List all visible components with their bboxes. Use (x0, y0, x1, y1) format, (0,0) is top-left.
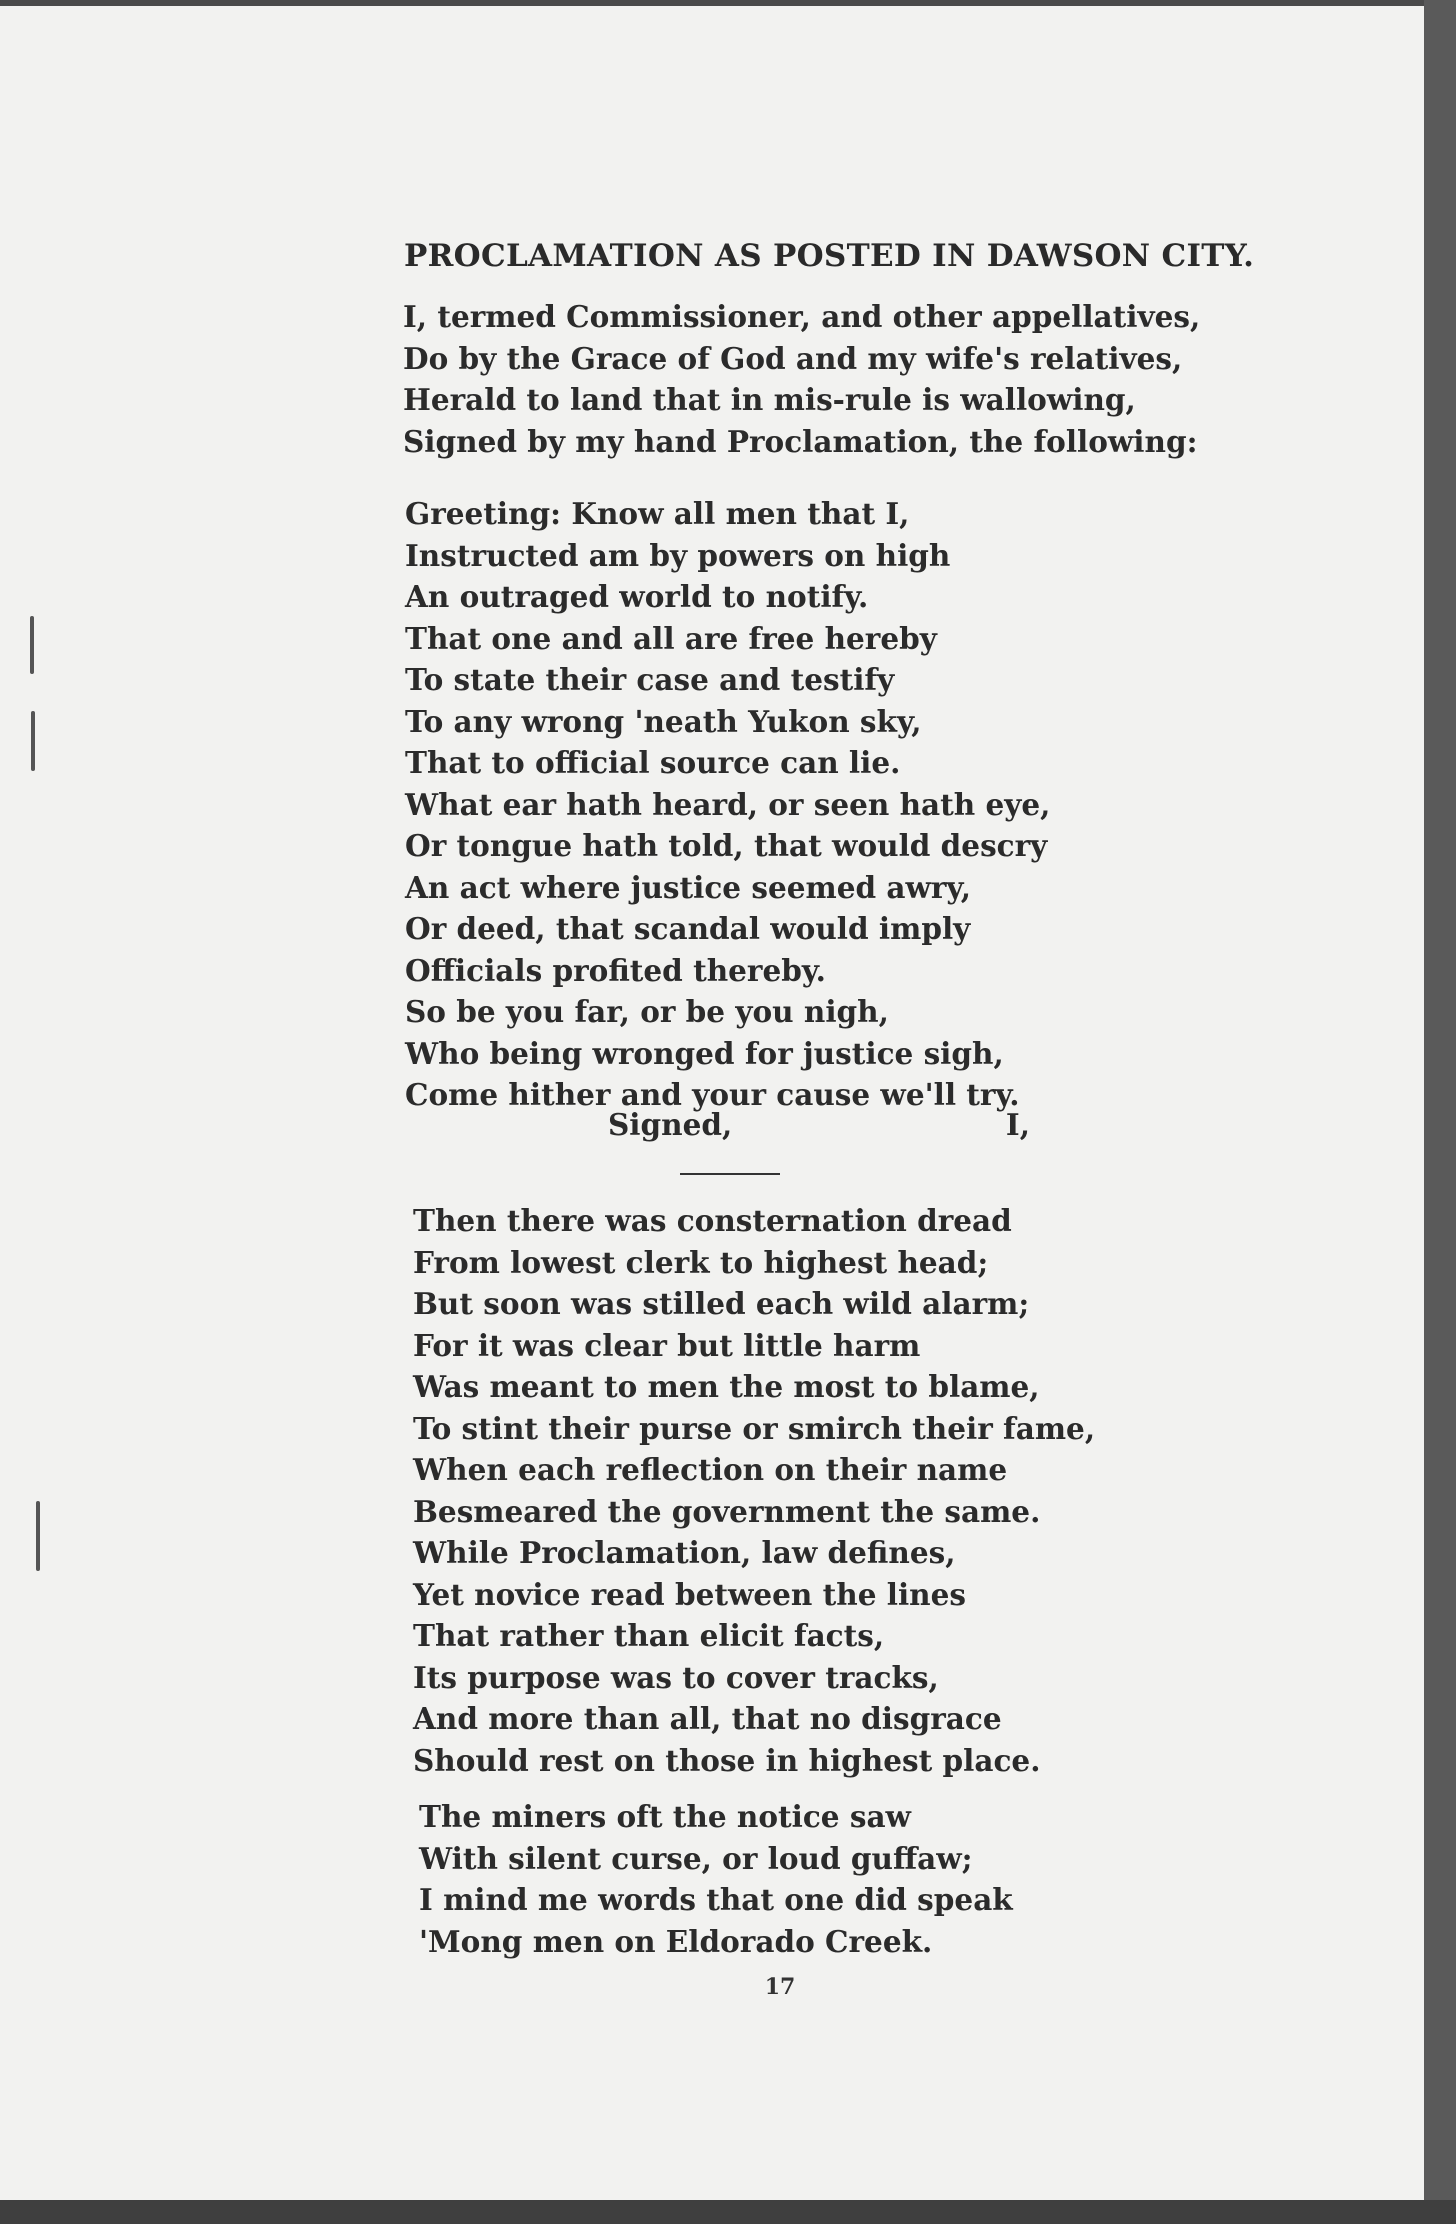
verse-line: For it was clear but little harm (413, 1327, 921, 1363)
verse-line: 'Mong men on Eldorado Creek. (419, 1923, 933, 1959)
verse-line: That to official source can lie. (405, 745, 901, 780)
verse-line: And more than all, that no disgrace (413, 1701, 1002, 1736)
section-divider (680, 1173, 780, 1175)
verse-line: With silent curse, or loud guffaw; (419, 1840, 973, 1876)
stanza-miners (419, 1796, 1013, 1962)
verse-line: To state their case and testify (405, 662, 895, 697)
verse-line: Its purpose was to cover tracks, (413, 1659, 939, 1695)
verse-line: What ear hath heard, or seen hath eye, (405, 786, 1051, 822)
verse-line: Come hither and your cause we'll try. (405, 1077, 1020, 1112)
verse-line: Signed by my hand Proclamation, the following: (403, 423, 1198, 459)
verse-line: Greeting: Know all men that I, (405, 496, 910, 531)
verse-line: To any wrong 'neath Yukon sky, (405, 703, 922, 739)
page-number: 17 (764, 1974, 796, 2000)
margin-mark (36, 1501, 40, 1571)
stanza-consternation (413, 1200, 1095, 1781)
verse-line: So be you far, or be you nigh, (405, 994, 889, 1029)
page-title: PROCLAMATION AS POSTED IN DAWSON CITY. (404, 238, 1255, 274)
verse-line: Do by the Grace of God and my wife's relatives, (403, 340, 1183, 376)
margin-mark (31, 711, 35, 771)
stanza-commissioner-intro (403, 296, 1200, 462)
verse-line: Besmeared the government the same. (413, 1493, 1041, 1529)
verse-line: I mind me words that one did speak (419, 1882, 1013, 1917)
verse-line: An outraged world to notify. (405, 579, 869, 614)
verse-line: But soon was stilled each wild alarm; (413, 1286, 1030, 1321)
verse-line: The miners oft the notice saw (419, 1799, 911, 1834)
signed-label: Signed, (608, 1107, 733, 1142)
verse-line: Officials profited thereby. (405, 952, 826, 988)
verse-line: Yet novice read between the lines (413, 1576, 966, 1612)
verse-line: Herald to land that in mis-rule is wallowing, (403, 382, 1136, 417)
verse-line: Instructed am by powers on high (405, 537, 951, 573)
verse-line: From lowest clerk to highest head; (413, 1244, 989, 1280)
verse-line: Or tongue hath told, that would descry (405, 828, 1048, 863)
verse-line: To stint their purse or smirch their fame, (413, 1410, 1096, 1446)
verse-line: Should rest on those in highest place. (413, 1742, 1041, 1778)
page-edge-shadow (1424, 0, 1456, 2224)
verse-line: Who being wronged for justice sigh, (405, 1035, 1004, 1071)
page-bottom-shadow (0, 2200, 1456, 2224)
verse-line: When each reflection on their name (413, 1452, 1008, 1487)
margin-mark (30, 616, 34, 674)
verse-line: That rather than elicit facts, (413, 1618, 885, 1653)
signer-name: I, (1005, 1107, 1030, 1142)
verse-line: Was meant to men the most to blame, (413, 1369, 1040, 1404)
verse-line: Then there was consternation dread (413, 1203, 1012, 1238)
verse-line: Or deed, that scandal would imply (405, 911, 971, 946)
verse-line: An act where justice seemed awry, (405, 869, 972, 905)
verse-line: That one and all are free hereby (405, 620, 937, 656)
signature-line (608, 1104, 1030, 1146)
stanza-proclamation-text (405, 493, 1050, 1116)
verse-line: While Proclamation, law defines, (413, 1535, 956, 1570)
verse-line: I, termed Commissioner, and other appellatives, (403, 299, 1201, 334)
